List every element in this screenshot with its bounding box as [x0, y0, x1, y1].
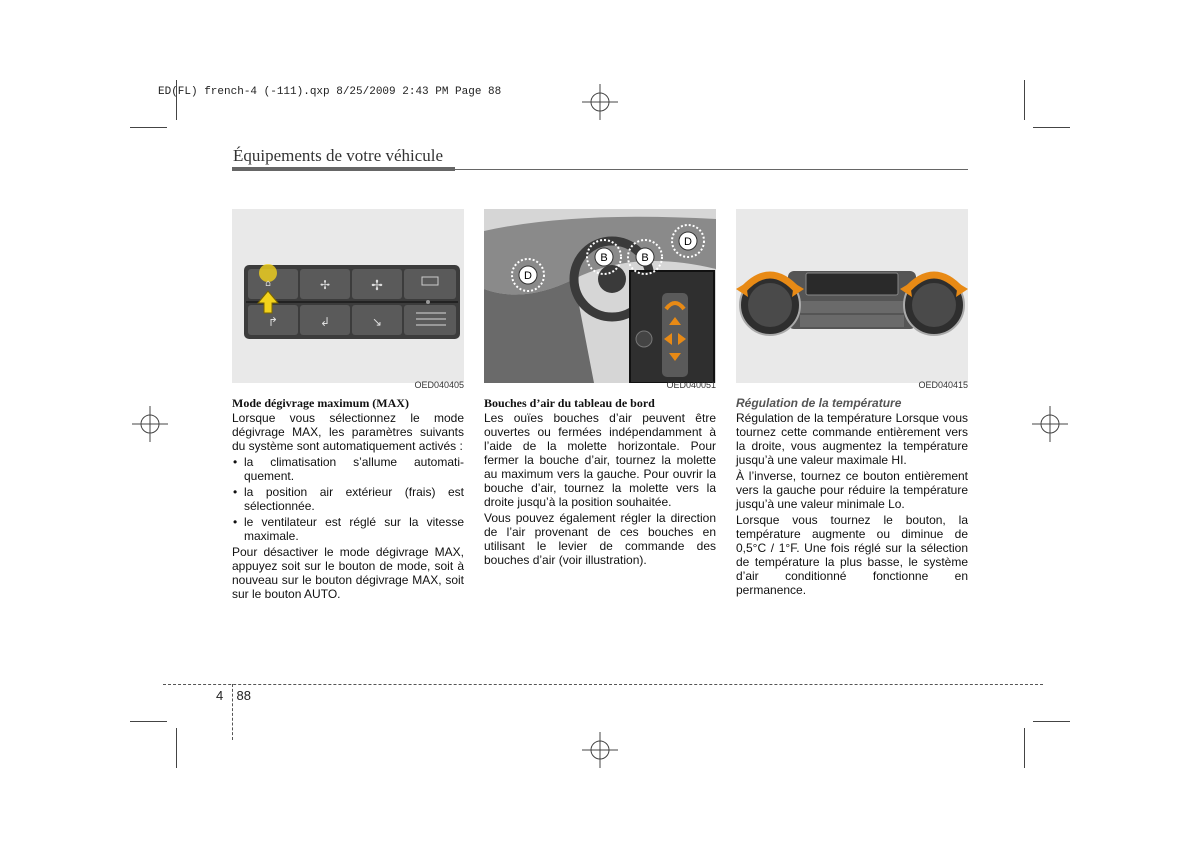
section-title: Équipements de votre véhicule	[233, 146, 444, 165]
crop-mark	[1033, 127, 1070, 128]
title-rule	[232, 167, 455, 171]
defrost-panel-illustration	[232, 209, 464, 383]
crop-mark	[1024, 728, 1025, 768]
svg-text:✢: ✢	[371, 278, 383, 294]
figure-temperature-control	[736, 209, 968, 383]
vent-label-b: B	[641, 252, 649, 264]
page-number-value: 88	[236, 688, 251, 703]
heading-dashboard-vents: Bouches d’air du tableau de bord	[484, 396, 655, 410]
title-rule	[455, 169, 968, 170]
registration-mark-icon	[130, 404, 170, 444]
crop-mark	[130, 721, 167, 722]
figure-code: OED040405	[414, 380, 464, 390]
vent-label-b: B	[600, 252, 608, 264]
svg-text:⌂: ⌂	[265, 279, 271, 289]
bullet-list	[232, 455, 464, 543]
chapter-number: 4	[216, 688, 224, 703]
paragraph: Les ouïes bouches d’air peuvent être ouvertes ou fermées indépendamment à l’aide de la molette horizontale. Pour fermer la bouche d’air, tournez la molette au maximum vers la gauche. Pour ouvrir la bouche d’air, tournez la molette vers la droite jusqu’à la position souhaitée.	[484, 411, 716, 509]
column-vents	[484, 396, 716, 569]
vent-label-d: D	[684, 236, 692, 248]
column-temperature	[736, 396, 968, 599]
crop-mark	[1024, 80, 1025, 120]
crop-mark	[176, 728, 177, 768]
svg-text:↱: ↱	[267, 315, 279, 329]
paragraph: Lorsque vous sélectionnez le mode dégivrage MAX, les paramètres suivants du système sont automatiquement activés :	[232, 411, 464, 453]
page-number	[216, 688, 251, 703]
registration-mark-icon	[580, 82, 620, 122]
footer-rule	[163, 684, 1043, 685]
paragraph: À l’inverse, tournez ce bouton entièrement vers la gauche pour réduire la température jusqu’à une valeur minimale Lo.	[736, 469, 968, 511]
column-defrost	[232, 396, 464, 603]
paragraph: Régulation de la température Lorsque vous tournez cette commande entièrement vers la droite, vous augmentez la température jusqu’à une valeur maximale HI.	[736, 411, 968, 467]
svg-text:↘: ↘	[371, 315, 383, 329]
crop-mark	[1033, 721, 1070, 722]
paragraph: Pour désactiver le mode dégivrage MAX, appuyez soit sur le bouton de mode, soit à nouveau sur le bouton dégivrage MAX, soit sur le bouton AUTO.	[232, 545, 464, 601]
paragraph: Vous pouvez également régler la direction de l’air provenant de ces bouches en utilisant le levier de commande des bouches d’air (voir illustration).	[484, 511, 716, 567]
heading-temperature: Régulation de la température	[736, 396, 902, 410]
list-item: • la position air extérieur (frais) est sélectionnée.	[232, 485, 464, 513]
crop-mark	[130, 127, 167, 128]
print-slug: ED(FL) french-4 (-111).qxp 8/25/2009 2:43 PM Page 88	[158, 86, 502, 98]
list-item: • la climatisation s’allume automati-quement.	[232, 455, 464, 483]
figure-dashboard-vents	[484, 209, 716, 383]
figure-code: OED040415	[918, 380, 968, 390]
dashboard-illustration	[484, 209, 716, 383]
list-item: • le ventilateur est réglé sur la vitesse maximale.	[232, 515, 464, 543]
paragraph: Lorsque vous tournez le bouton, la température augmente ou diminue de 0,5°C / 1°F. Une fois réglé sur la sélection de température la plus basse, le système d’air conditionné fonctionne en permanence.	[736, 513, 968, 597]
registration-mark-icon	[580, 730, 620, 770]
figure-code: OED040051	[666, 380, 716, 390]
heading-defrost-max: Mode dégivrage maximum (MAX)	[232, 396, 409, 410]
temperature-control-illustration	[736, 209, 968, 383]
registration-mark-icon	[1030, 404, 1070, 444]
vent-label-d: D	[524, 270, 532, 282]
svg-text:↲: ↲	[319, 315, 331, 329]
svg-text:✢: ✢	[319, 278, 331, 292]
figure-defrost-panel	[232, 209, 464, 383]
